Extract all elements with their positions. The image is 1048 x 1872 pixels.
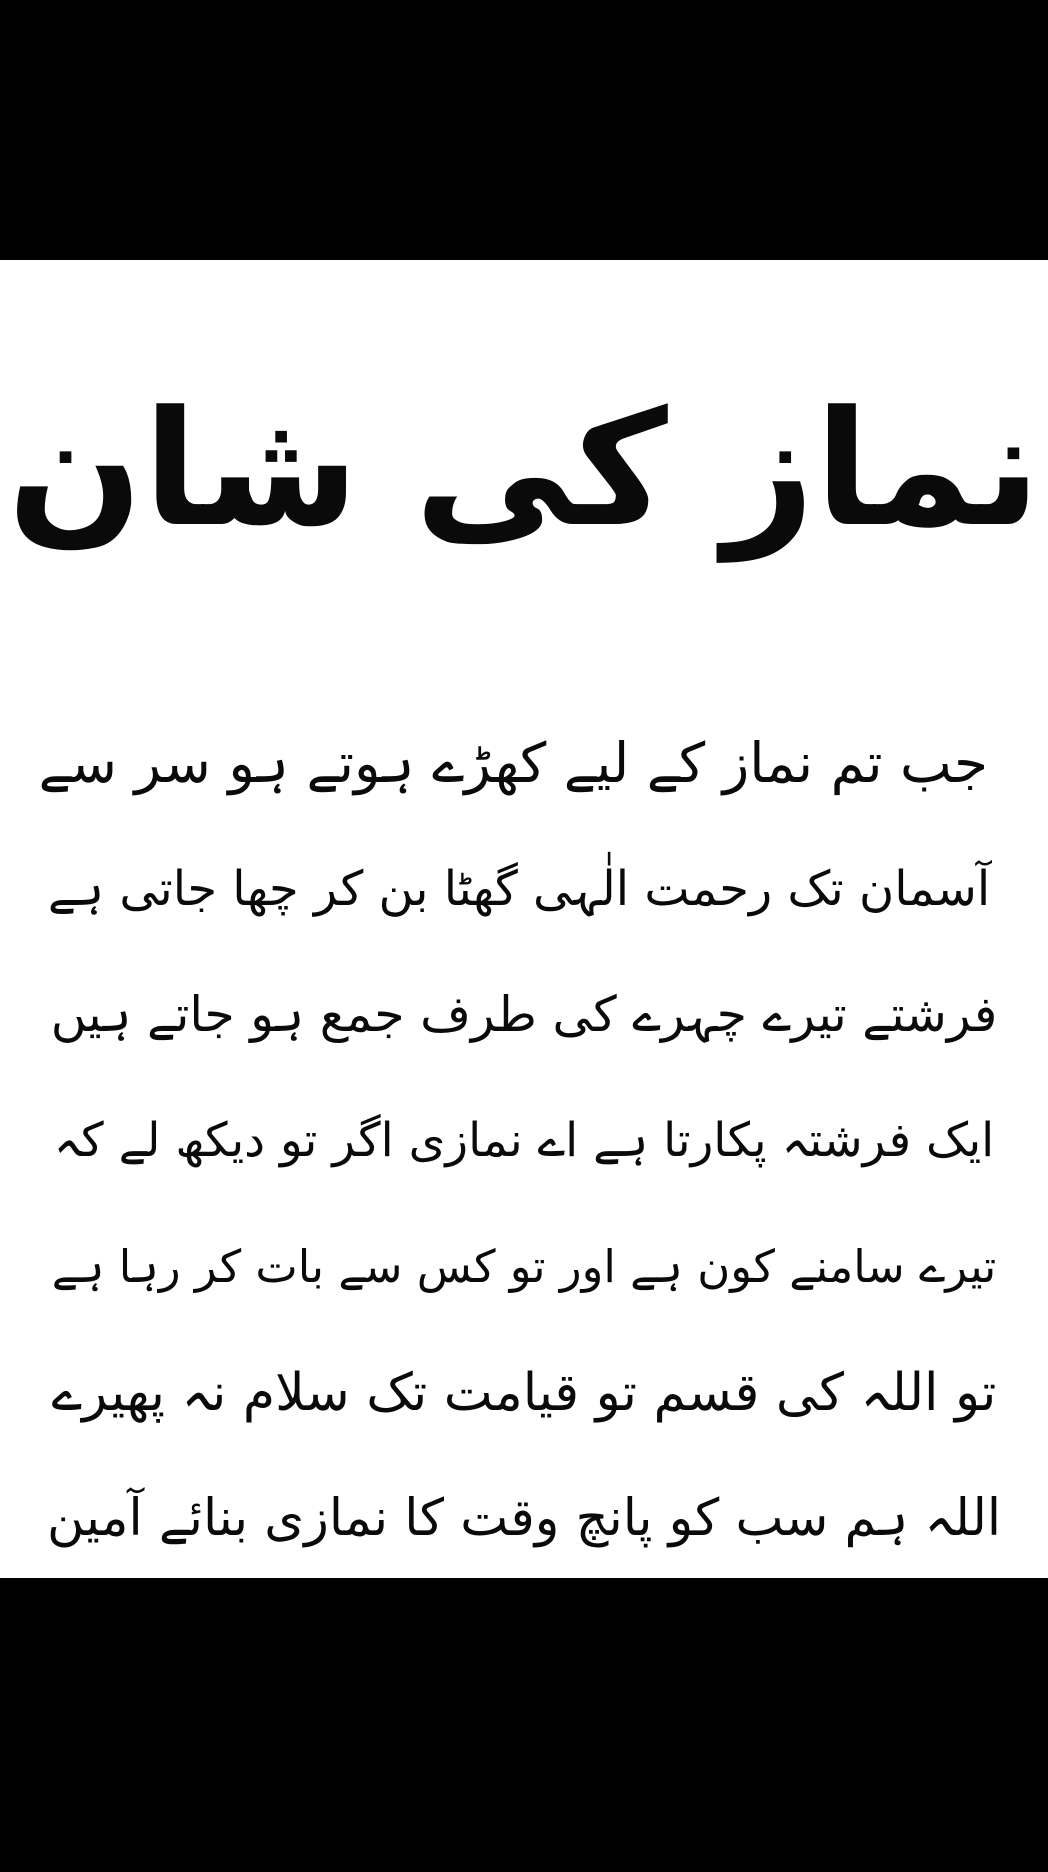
bottom-black-bar [0, 1578, 1048, 1872]
text-line: جب تم نماز کے لیے کھڑے ہوتے ہو سر سے [38, 731, 988, 795]
text-line: ایک فرشتہ پکارتا ہے اے نمازی اگر تو دیکھ لے کہ [53, 1113, 995, 1168]
page-title: نماز کی شان [7, 377, 1041, 562]
post-image-card [0, 260, 1048, 1578]
top-black-bar [0, 0, 1048, 260]
text-line: فرشتے تیرے چہرے کی طرف جمع ہو جاتے ہیں [50, 986, 998, 1043]
text-line: تیرے سامنے کون ہے اور تو کس سے بات کر رہا ہے [51, 1240, 997, 1293]
text-line: آسمان تک رحمت الٰہی گھٹا بن کر چھا جاتی ہے [47, 861, 991, 917]
text-line: اللہ ہم سب کو پانچ وقت کا نمازی بنائے آمین [46, 1489, 1002, 1548]
text-line: تو اللہ کی قسم تو قیامت تک سلام نہ پھیرے [51, 1363, 997, 1423]
text-body [40, 700, 1008, 1578]
